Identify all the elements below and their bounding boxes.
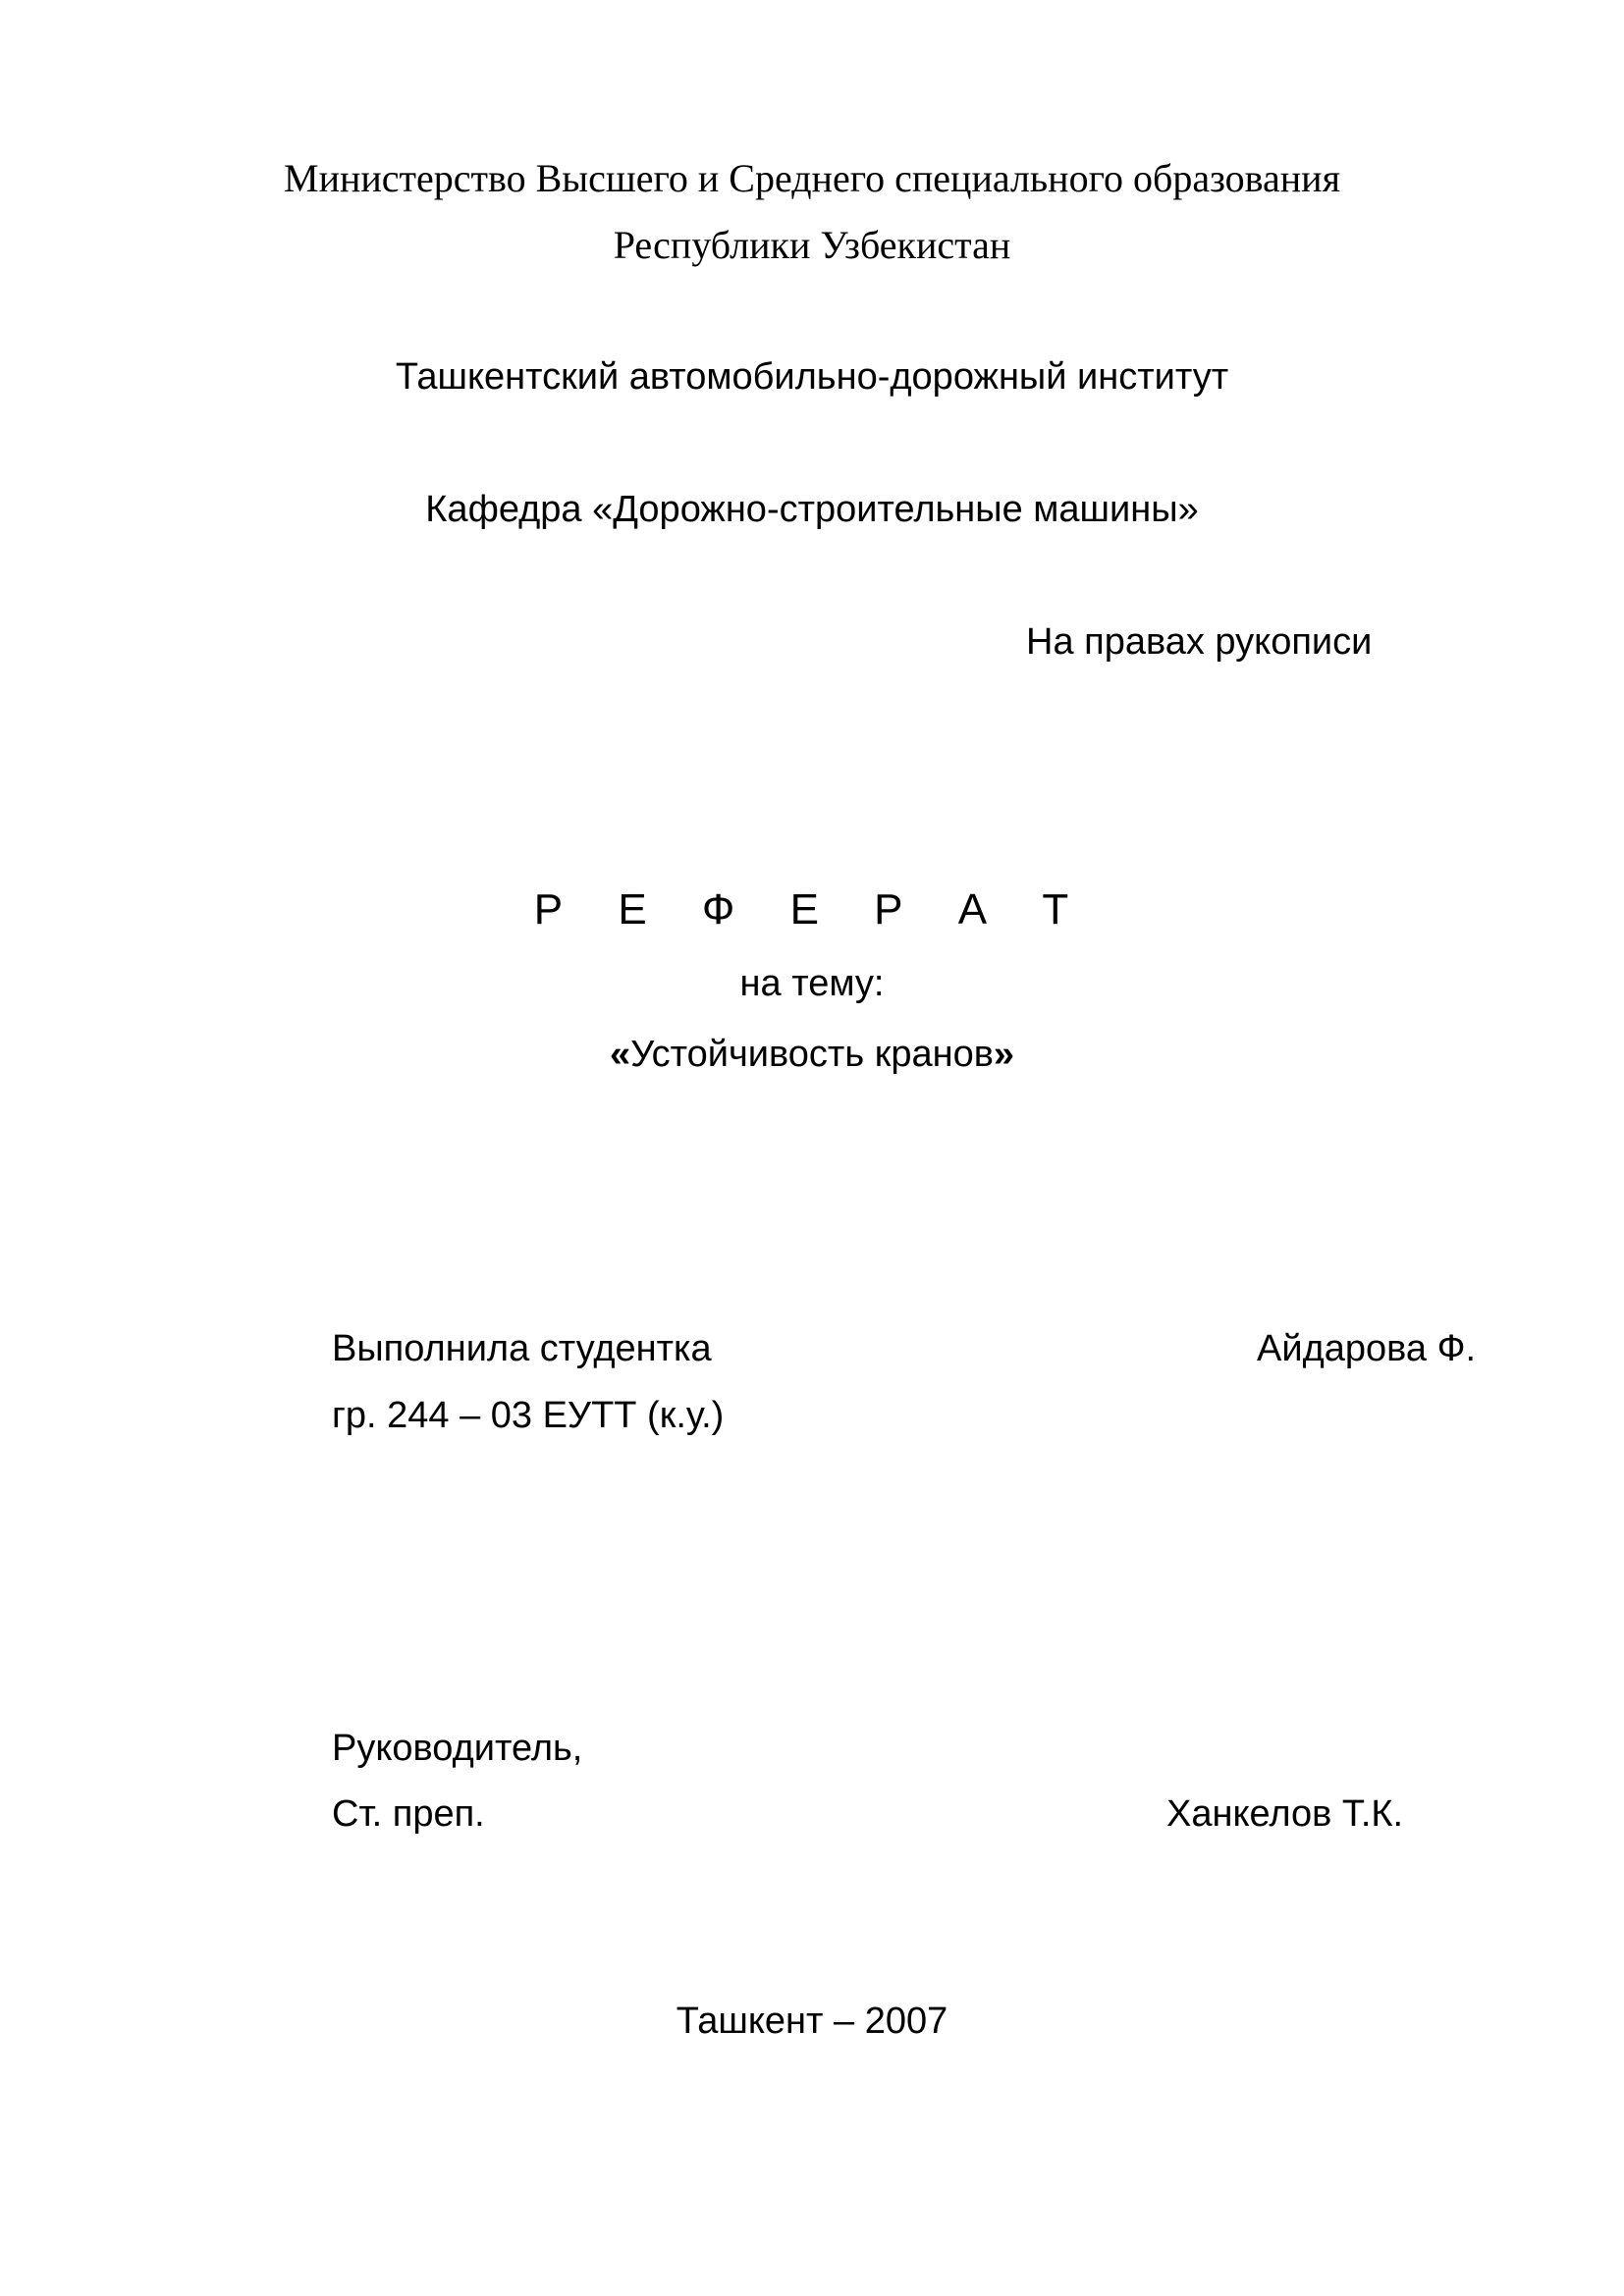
author-name: Айдарова Ф.: [1257, 1328, 1477, 1369]
supervisor-position: Ст. преп.: [332, 1793, 485, 1835]
supervisor-label: Руководитель,: [332, 1728, 583, 1769]
topic-close-quote: »: [993, 1034, 1015, 1075]
rights-note: На правах рукописи: [1026, 621, 1373, 663]
institute-name: Ташкентский автомобильно-дорожный институт: [395, 356, 1229, 398]
title-subtitle: на тему:: [739, 963, 885, 1004]
topic-text: Устойчивость кранов: [630, 1034, 994, 1075]
author-group: гр. 244 – 03 ЕУТТ (к.у.): [332, 1395, 725, 1436]
topic-title: [0, 1036, 1624, 1073]
ministry-line-2: Республики Узбекистан: [613, 223, 1011, 267]
department-name: Кафедра «Дорожно-строительные машины»: [425, 489, 1199, 530]
topic-open-quote: «: [609, 1034, 631, 1075]
supervisor-name: Ханкелов Т.К.: [1166, 1793, 1404, 1835]
author-label: Выполнила студентка: [332, 1328, 712, 1369]
ministry-line-1: Министерство Высшего и Среднего специального образования: [284, 156, 1340, 200]
document-title: Р Е Ф Е Р А Т: [533, 885, 1091, 934]
city-year: Ташкент – 2007: [676, 2001, 948, 2042]
